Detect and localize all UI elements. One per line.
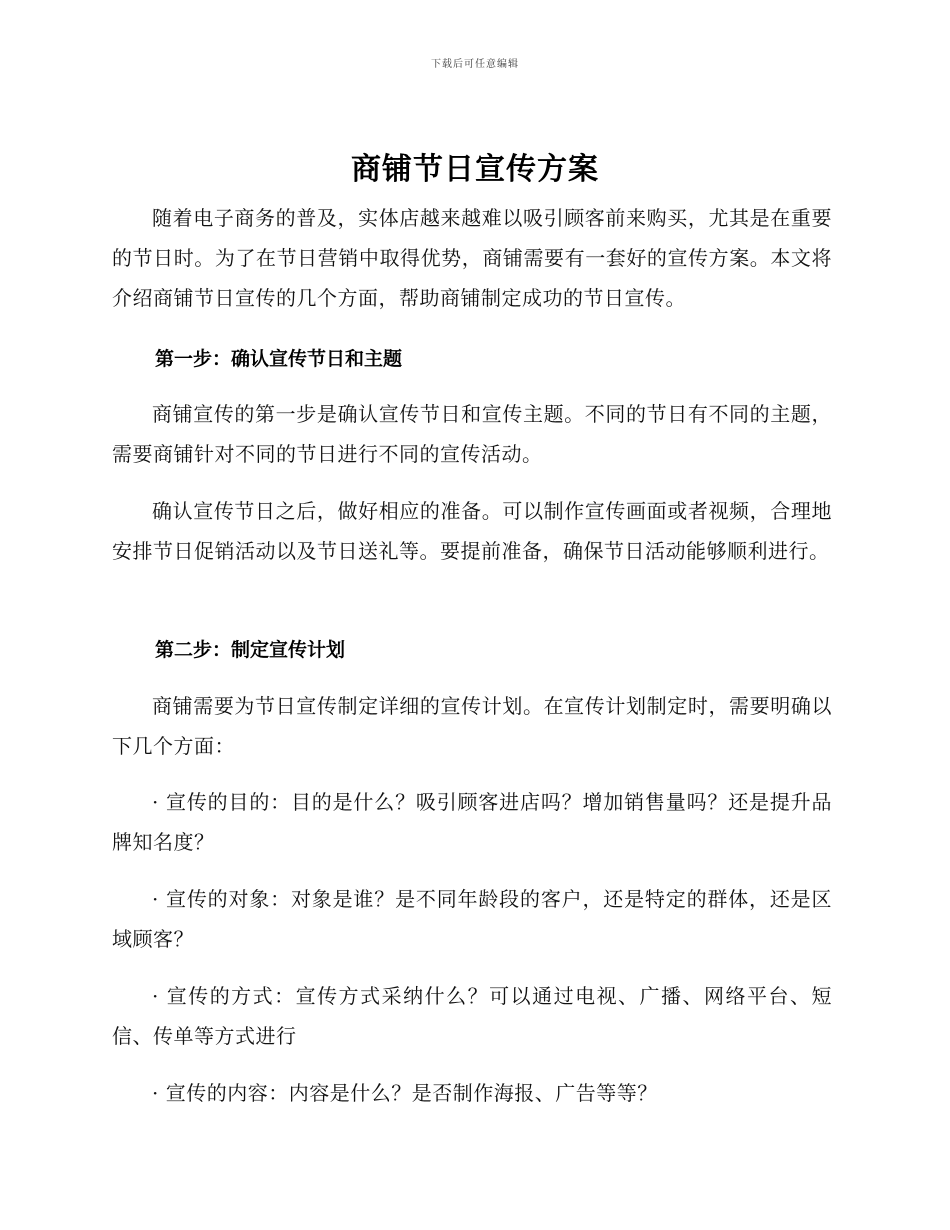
step2-heading: 第二步：制定宣传计划 [155,639,346,661]
step2-paragraph-1: 商铺需要为节日宣传制定详细的宣传计划。在宣传计划制定时，需要明确以下几个方面： [112,694,832,758]
intro-paragraph: 随着电子商务的普及，实体店越来越难以吸引顾客前来购买，尤其是在重要的节日时。为了在节日营销中取得优势，商铺需要有一套好的宣传方案。本文将介绍商铺节日宣传的几个方面，帮助商铺制定成功的节日宣传。 [112,206,832,310]
step1-paragraph-1: 商铺宣传的第一步是确认宣传节日和宣传主题。不同的节日有不同的主题，需要商铺针对不同的节日进行不同的宣传活动。 [112,402,832,466]
bullet-item-purpose: · 宣传的目的：目的是什么？吸引顾客进店吗？增加销售量吗？还是提升品牌知名度？ [112,790,832,854]
step1-paragraph-2: 确认宣传节日之后，做好相应的准备。可以制作宣传画面或者视频，合理地安排节日促销活动以及节日送礼等。要提前准备，确保节日活动能够顺利进行。 [112,499,832,563]
bullet-item-method: · 宣传的方式：宣传方式采纳什么？可以通过电视、广播、网络平台、短信、传单等方式进行 [112,984,832,1048]
bullet-item-content: · 宣传的内容：内容是什么？是否制作海报、广告等等？ [152,1081,658,1105]
step1-heading: 第一步：确认宣传节日和主题 [155,348,403,370]
header-note: 下载后可任意编辑 [431,59,519,70]
bullet-item-audience: · 宣传的对象：对象是谁？是不同年龄段的客户，还是特定的群体，还是区域顾客？ [112,887,832,951]
document-title: 商铺节日宣传方案 [351,152,599,187]
